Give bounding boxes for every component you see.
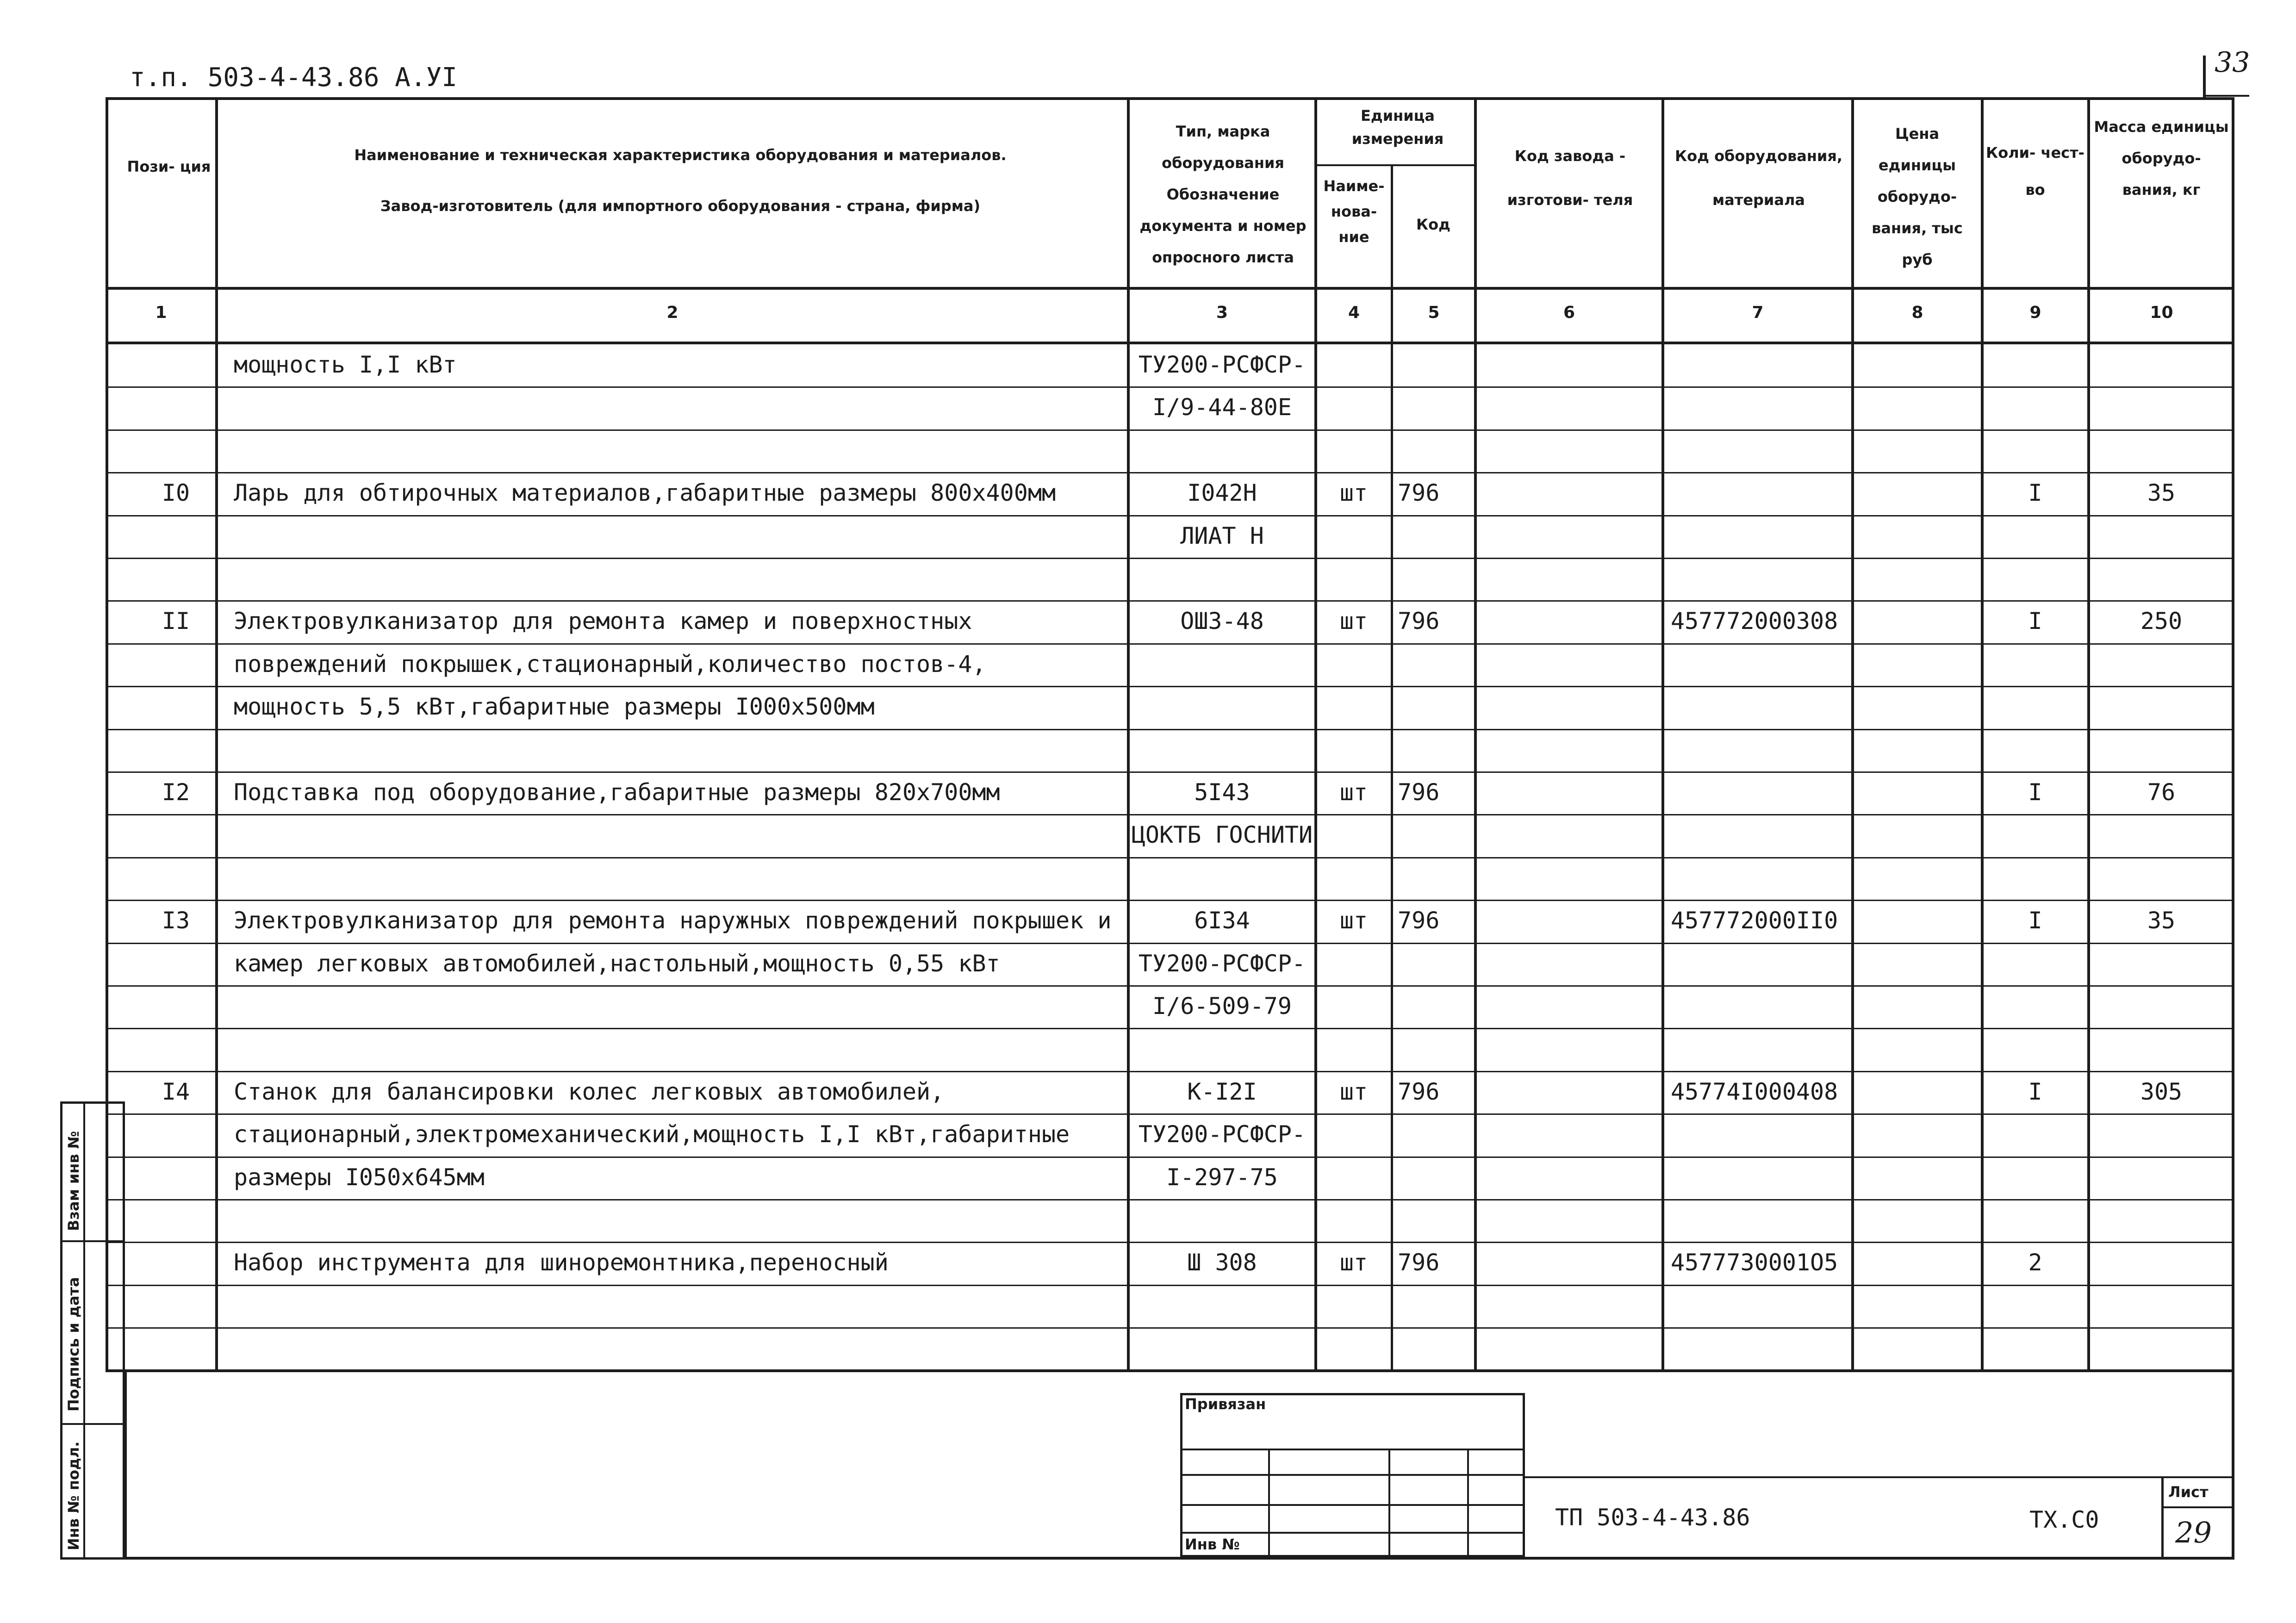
row-name: Электровулканизатор для ремонта наружных повреждений покрышек и xyxy=(234,907,1112,934)
row-separator xyxy=(106,1071,2234,1072)
header-unit-group: Единица измерения xyxy=(1351,107,1444,148)
row-separator xyxy=(106,985,2234,987)
row-unit-code: 796 xyxy=(1398,479,1440,507)
col-line-4 xyxy=(1391,164,1393,1372)
row-separator xyxy=(106,686,2234,687)
row-unit: шт xyxy=(1339,1078,1368,1105)
header-quantity: Коли- чест- во xyxy=(1986,144,2084,199)
colnum-6: 6 xyxy=(1563,303,1575,322)
row-separator xyxy=(106,1113,2234,1115)
bottom-frame xyxy=(124,1370,2234,1560)
page-number-top: 33 xyxy=(2215,46,2250,79)
tb-v2 xyxy=(1388,1449,1390,1557)
row-name: Набор инструмента для шиноремонтника,переносный xyxy=(234,1249,889,1276)
row-mass: 35 xyxy=(2147,479,2176,507)
row-unit-code: 796 xyxy=(1398,1249,1440,1276)
col-line-5 xyxy=(1474,97,1477,1372)
header-equip-code: Код оборудования, материала xyxy=(1674,147,1843,209)
tb-right-top xyxy=(1525,1476,2233,1478)
row-type: ОШЗ-48 xyxy=(1180,608,1264,635)
row-mass: 35 xyxy=(2147,907,2176,934)
row-position: I3 xyxy=(162,907,190,934)
tb-h2 xyxy=(1180,1474,1525,1476)
row-type: К-I2I xyxy=(1187,1078,1257,1105)
col-line-6 xyxy=(1661,97,1664,1372)
colnum-bottom-line xyxy=(106,342,2234,344)
doc-number: ТП 503-4-43.86 xyxy=(1555,1504,1750,1531)
row-position: II xyxy=(162,608,190,635)
row-name: мощность 5,5 кВт,габаритные размеры I000х500мм xyxy=(234,693,875,721)
row-type: Ш 308 xyxy=(1187,1249,1257,1276)
row-name: Ларь для обтирочных материалов,габаритные размеры 800х400мм xyxy=(234,479,1056,507)
row-type: ТУ200-РСФСР- xyxy=(1138,950,1306,977)
tb-h3 xyxy=(1180,1504,1525,1506)
row-separator xyxy=(106,472,2234,473)
colnum-3: 3 xyxy=(1216,303,1228,322)
stamp-inv-vzam: Взам инв № xyxy=(65,1131,82,1231)
tb-h4 xyxy=(1180,1532,1525,1534)
row-separator xyxy=(106,600,2234,602)
row-quantity: I xyxy=(2028,907,2042,934)
row-unit: шт xyxy=(1339,779,1368,806)
row-type: ТУ200-РСФСР- xyxy=(1138,351,1306,378)
header-mass: Масса единицы оборудо- вания, кг xyxy=(2094,118,2229,199)
col-line-9 xyxy=(2087,97,2090,1372)
row-separator xyxy=(106,1199,2234,1200)
col-line-3 xyxy=(1314,97,1317,1372)
row-equip-code: 4577730001О5 xyxy=(1671,1249,1838,1276)
row-position: I0 xyxy=(162,479,190,507)
row-separator xyxy=(106,900,2234,901)
col-line-2 xyxy=(1127,97,1130,1372)
row-separator xyxy=(106,429,2234,431)
row-separator xyxy=(106,558,2234,559)
row-separator xyxy=(106,1285,2234,1286)
unit-group-divider xyxy=(1314,164,1474,166)
row-name: камер легковых автомобилей,настольный,мощность 0,55 кВт xyxy=(234,950,1000,977)
row-mass: 76 xyxy=(2147,779,2176,806)
row-name: повреждений покрышек,стационарный,количество постов-4, xyxy=(234,650,986,678)
row-separator xyxy=(106,729,2234,730)
row-position: I2 xyxy=(162,779,190,806)
stamp-sign-date: Подпись и дата xyxy=(65,1277,82,1412)
stamp-inv-podl: Инв № подл. xyxy=(65,1441,82,1550)
row-type: ЦОКТБ ГОСНИТИ xyxy=(1131,821,1313,849)
header-name-line1: Наименование и техническая характеристика оборудования и материалов. xyxy=(354,146,1007,164)
privyazan-label: Привязан xyxy=(1185,1395,1266,1413)
row-unit: шт xyxy=(1339,608,1368,635)
col-line-8 xyxy=(1981,97,1984,1372)
inv-no-label: Инв № xyxy=(1185,1536,1240,1553)
document-code: т.п. 503-4-43.86 А.УI xyxy=(130,62,458,93)
row-unit: шт xyxy=(1339,479,1368,507)
row-quantity: 2 xyxy=(2028,1249,2042,1276)
sheet-code: ТХ.С0 xyxy=(2029,1506,2099,1533)
sheet-number: 29 xyxy=(2175,1516,2212,1549)
row-equip-code: 457772000308 xyxy=(1671,608,1838,635)
colnum-7: 7 xyxy=(1752,303,1764,322)
header-unit-code: Код xyxy=(1416,216,1450,233)
tb-v1 xyxy=(1268,1449,1270,1557)
header-type: Тип, марка оборудования Обозначение документа и номер опросного листа xyxy=(1139,123,1307,266)
tb-v3 xyxy=(1467,1449,1469,1557)
row-separator xyxy=(106,771,2234,773)
header-position: Пози- ция xyxy=(127,158,211,175)
row-type: I042Н xyxy=(1187,479,1257,507)
side-stamp-div1 xyxy=(60,1240,125,1242)
row-name: стационарный,электромеханический,мощность I,I кВт,габаритные xyxy=(234,1121,1070,1148)
row-quantity: I xyxy=(2028,1078,2042,1105)
row-name: Электровулканизатор для ремонта камер и поверхностных xyxy=(234,608,972,635)
colnum-9: 9 xyxy=(2029,303,2041,322)
header-unit-name: Наиме- нова- ние xyxy=(1323,177,1385,246)
col-line-7 xyxy=(1851,97,1854,1372)
page-number-divider xyxy=(2203,56,2206,97)
row-separator xyxy=(106,943,2234,944)
page-number-underline xyxy=(2203,95,2249,97)
row-mass: 250 xyxy=(2140,608,2183,635)
header-factory-code: Код завода - изготови- теля xyxy=(1507,147,1633,209)
row-separator xyxy=(106,857,2234,858)
row-equip-code: 457772000II0 xyxy=(1671,907,1838,934)
row-name: размеры I050х645мм xyxy=(234,1163,485,1191)
row-name: Станок для балансировки колес легковых автомобилей, xyxy=(234,1078,945,1105)
header-name-line2: Завод-изготовитель (для импортного оборудования - страна, фирма) xyxy=(380,197,981,215)
row-type: I-297-75 xyxy=(1166,1163,1278,1191)
colnum-8: 8 xyxy=(1911,303,1923,322)
col-line-1 xyxy=(215,97,218,1372)
row-position: I4 xyxy=(162,1078,190,1105)
colnum-2: 2 xyxy=(666,303,678,322)
row-type: ЛИАТ Н xyxy=(1180,522,1264,549)
row-unit-code: 796 xyxy=(1398,1078,1440,1105)
row-name: мощность I,I кВт xyxy=(234,351,457,378)
sheet-box-divider xyxy=(2161,1506,2234,1508)
row-separator xyxy=(106,814,2234,815)
row-quantity: I xyxy=(2028,779,2042,806)
colnum-5: 5 xyxy=(1428,303,1440,322)
header-bottom-line xyxy=(106,287,2234,290)
row-unit-code: 796 xyxy=(1398,608,1440,635)
row-type: 6I34 xyxy=(1194,907,1250,934)
side-stamp-div2 xyxy=(60,1423,125,1425)
row-separator xyxy=(106,1028,2234,1029)
row-type: I/9-44-80Е xyxy=(1152,394,1292,421)
colnum-10: 10 xyxy=(2150,303,2173,322)
row-type: ТУ200-РСФСР- xyxy=(1138,1121,1306,1148)
row-unit-code: 796 xyxy=(1398,907,1440,934)
tb-h1 xyxy=(1180,1449,1525,1450)
row-unit-code: 796 xyxy=(1398,779,1440,806)
colnum-4: 4 xyxy=(1348,303,1360,322)
row-quantity: I xyxy=(2028,608,2042,635)
colnum-1: 1 xyxy=(155,303,167,322)
sheet-label: Лист xyxy=(2168,1483,2209,1501)
row-separator xyxy=(106,515,2234,516)
row-mass: 305 xyxy=(2140,1078,2183,1105)
row-name: Подставка под оборудование,габаритные размеры 820х700мм xyxy=(234,779,1000,806)
header-price: Цена единицы оборудо- вания, тыс руб xyxy=(1872,125,1963,268)
row-unit: шт xyxy=(1339,1249,1368,1276)
row-type: I/6-509-79 xyxy=(1152,993,1292,1020)
row-separator xyxy=(106,386,2234,388)
row-separator xyxy=(106,643,2234,645)
row-separator xyxy=(106,1242,2234,1243)
row-unit: шт xyxy=(1339,907,1368,934)
row-type: 5I43 xyxy=(1194,779,1250,806)
side-stamp-mid xyxy=(83,1101,85,1560)
row-equip-code: 45774I000408 xyxy=(1671,1078,1838,1105)
row-separator xyxy=(106,1327,2234,1329)
row-quantity: I xyxy=(2028,479,2042,507)
row-separator xyxy=(106,1157,2234,1158)
